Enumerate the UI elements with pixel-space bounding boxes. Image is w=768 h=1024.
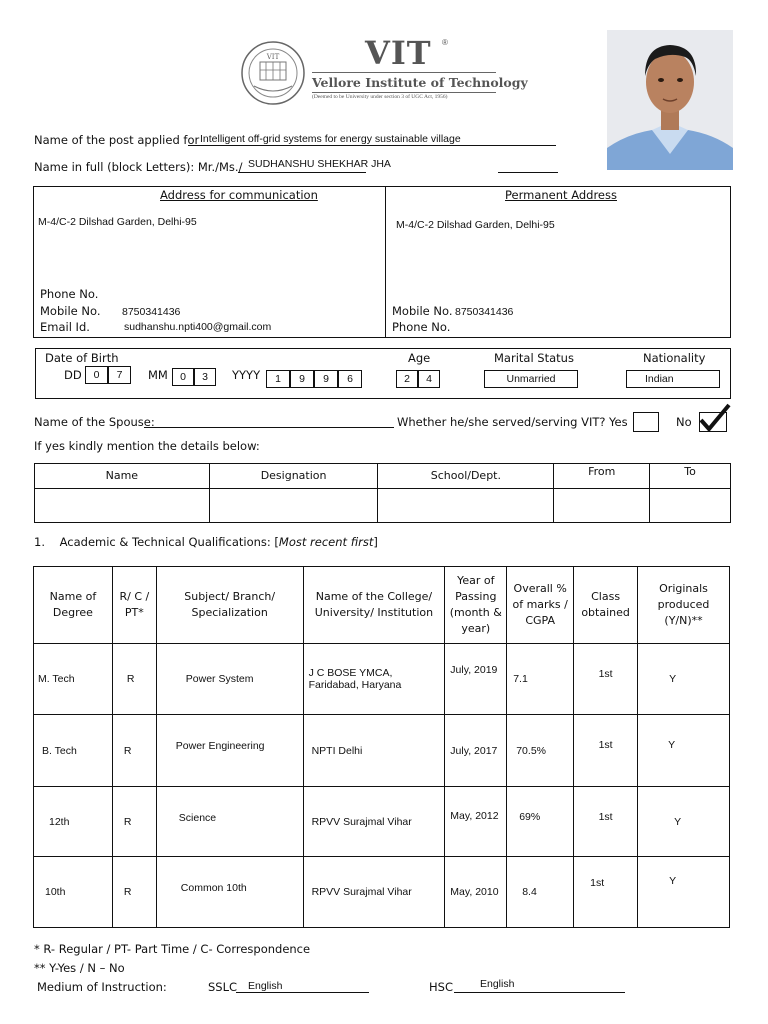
vit-seal-icon [240, 40, 306, 106]
service-cell[interactable] [378, 489, 554, 523]
hsc-label: HSC [429, 980, 453, 994]
service-cell[interactable] [650, 489, 731, 523]
name-underline-2 [498, 172, 558, 173]
qualifications-heading: 1. Academic & Technical Qualifications: [Most recent first] [34, 535, 378, 549]
year-cell[interactable]: May, 2010 [445, 857, 507, 928]
institution-cell[interactable]: NPTI Delhi [303, 715, 445, 787]
qual-header: Year of Passing (month & year) [445, 567, 507, 644]
applicant-photo [607, 30, 733, 170]
marital-label: Marital Status [494, 351, 574, 365]
table-row [34, 644, 730, 715]
post-underline [188, 145, 556, 146]
service-header: Designation [209, 464, 378, 489]
sslc-underline [236, 992, 369, 993]
mode-cell[interactable]: R [112, 787, 156, 857]
institution-cell[interactable]: J C BOSE YMCA, Faridabad, Haryana [303, 644, 445, 715]
subject-cell[interactable]: Power Engineering [156, 715, 303, 787]
service-table [34, 463, 731, 523]
service-header: From [554, 464, 650, 489]
person-photo-icon [607, 30, 733, 170]
no-checkbox[interactable] [699, 412, 727, 432]
age-digit: 2 [396, 370, 418, 388]
logo-title: VIT [365, 34, 432, 72]
spouse-underline [144, 427, 394, 428]
dob-year-digit: 6 [338, 370, 362, 388]
year-cell[interactable]: May, 2012 [445, 787, 507, 857]
institution-cell[interactable]: RPVV Surajmal Vihar [303, 857, 445, 928]
spouse-label: Name of the Spouse: [34, 415, 155, 429]
class-cell[interactable]: 1st [574, 787, 638, 857]
post-label: Name of the post applied for [34, 133, 200, 147]
marks-cell[interactable]: 69% [507, 787, 574, 857]
subject-cell[interactable]: Science [156, 787, 303, 857]
perm-mobile-value[interactable]: 8750341436 [455, 306, 514, 318]
yyyy-label: YYYY [232, 368, 261, 382]
logo-note: (Deemed to be University under section 3 of UGC Act, 1956) [312, 94, 448, 100]
subject-cell[interactable]: Common 10th [156, 857, 303, 928]
hsc-underline [454, 992, 625, 993]
originals-cell[interactable]: Y [638, 715, 730, 787]
dob-day-digit: 7 [108, 366, 131, 384]
service-cell[interactable] [554, 489, 650, 523]
footnote-mode: * R- Regular / PT- Part Time / C- Correspondence [34, 942, 311, 956]
dob-month-digit: 3 [194, 368, 216, 386]
age-label: Age [408, 351, 431, 365]
degree-cell[interactable]: 12th [34, 787, 113, 857]
institution-cell[interactable]: RPVV Surajmal Vihar [303, 787, 445, 857]
logo-subtitle: Vellore Institute of Technology [312, 75, 528, 90]
degree-cell[interactable]: B. Tech [34, 715, 113, 787]
year-cell[interactable]: July, 2017 [445, 715, 507, 787]
mode-cell[interactable]: R [112, 715, 156, 787]
qual-header: Name of Degree [34, 567, 113, 644]
mobile-value[interactable]: 8750341436 [122, 306, 181, 318]
sslc-value[interactable]: English [248, 980, 283, 992]
name-label: Name in full (block Letters): Mr./Ms./ [34, 160, 243, 174]
service-header: School/Dept. [378, 464, 554, 489]
phone-label: Phone No. [40, 287, 99, 301]
degree-cell[interactable]: M. Tech [34, 644, 113, 715]
dob-month-digit: 0 [172, 368, 194, 386]
service-cell[interactable] [209, 489, 378, 523]
nationality-label: Nationality [643, 351, 706, 365]
name-underline [238, 172, 366, 173]
dob-month[interactable] [172, 368, 216, 386]
qual-header: Originals produced (Y/N)** [638, 567, 730, 644]
yes-label: Yes [609, 415, 628, 429]
dd-label: DD [64, 368, 82, 382]
perm-address-heading: Permanent Address [505, 188, 617, 202]
footnote-originals: ** Y-Yes / N – No [34, 961, 125, 975]
dob-day-digit: 0 [85, 366, 108, 384]
hsc-value[interactable]: English [480, 978, 515, 990]
dob-year-digit: 9 [314, 370, 338, 388]
email-value[interactable]: sudhanshu.npti400@gmail.com [124, 321, 272, 333]
originals-cell[interactable]: Y [638, 644, 730, 715]
email-label: Email Id. [40, 320, 90, 334]
mode-cell[interactable]: R [112, 644, 156, 715]
dob-year-digit: 9 [290, 370, 314, 388]
qual-header: R/ C / PT* [112, 567, 156, 644]
degree-cell[interactable]: 10th [34, 857, 113, 928]
class-cell[interactable]: 1st [574, 715, 638, 787]
dob-day[interactable] [85, 366, 131, 384]
comm-address-heading: Address for communication [160, 188, 318, 202]
sslc-label: SSLC [208, 980, 238, 994]
table-row [34, 857, 730, 928]
perm-mobile-label: Mobile No. [392, 304, 453, 318]
age-digit: 4 [418, 370, 440, 388]
qualifications-table [33, 566, 730, 928]
year-cell[interactable]: July, 2019 [445, 644, 507, 715]
svg-text:VIT: VIT [266, 53, 280, 61]
post-value[interactable]: Intelligent off-grid systems for energy sustainable village [200, 133, 461, 145]
dob-year[interactable] [266, 370, 362, 388]
dob-label: Date of Birth [45, 351, 119, 365]
marital-value[interactable]: Unmarried [484, 370, 578, 388]
class-cell[interactable]: 1st [574, 857, 638, 928]
originals-cell[interactable]: Y [638, 857, 730, 928]
checkmark-icon [698, 403, 732, 433]
logo-reg: ® [442, 38, 448, 47]
subject-cell[interactable]: Power System [156, 644, 303, 715]
age-field[interactable] [396, 370, 440, 388]
service-cell[interactable] [35, 489, 210, 523]
table-row [34, 715, 730, 787]
comm-address-value[interactable]: M-4/C-2 Dilshad Garden, Delhi-95 [38, 216, 197, 228]
marks-cell[interactable]: 7.1 [507, 644, 574, 715]
mode-cell[interactable]: R [112, 857, 156, 928]
nationality-value[interactable]: Indian [626, 370, 720, 388]
originals-cell[interactable]: Y [638, 787, 730, 857]
mm-label: MM [148, 368, 168, 382]
service-header: Name [35, 464, 210, 489]
qual-header: Name of the College/ University/ Institution [303, 567, 445, 644]
dob-year-digit: 1 [266, 370, 290, 388]
vit-logo [240, 34, 528, 108]
service-header: To [650, 464, 731, 489]
perm-address-value[interactable]: M-4/C-2 Dilshad Garden, Delhi-95 [396, 219, 555, 231]
marks-cell[interactable]: 8.4 [507, 857, 574, 928]
served-vit-label: Whether he/she served/serving VIT? [397, 415, 606, 429]
qual-header: Subject/ Branch/ Specialization [156, 567, 303, 644]
medium-label: Medium of Instruction: [37, 980, 167, 994]
qual-header: Overall % of marks / CGPA [507, 567, 574, 644]
no-label: No [676, 415, 692, 429]
mobile-label: Mobile No. [40, 304, 101, 318]
name-value[interactable]: SUDHANSHU SHEKHAR JHA [248, 158, 391, 170]
details-label: If yes kindly mention the details below: [34, 439, 260, 453]
perm-phone-label: Phone No. [392, 320, 451, 334]
class-cell[interactable]: 1st [574, 644, 638, 715]
marks-cell[interactable]: 70.5% [507, 715, 574, 787]
qual-header: Class obtained [574, 567, 638, 644]
yes-checkbox[interactable] [633, 412, 659, 432]
table-row [34, 787, 730, 857]
